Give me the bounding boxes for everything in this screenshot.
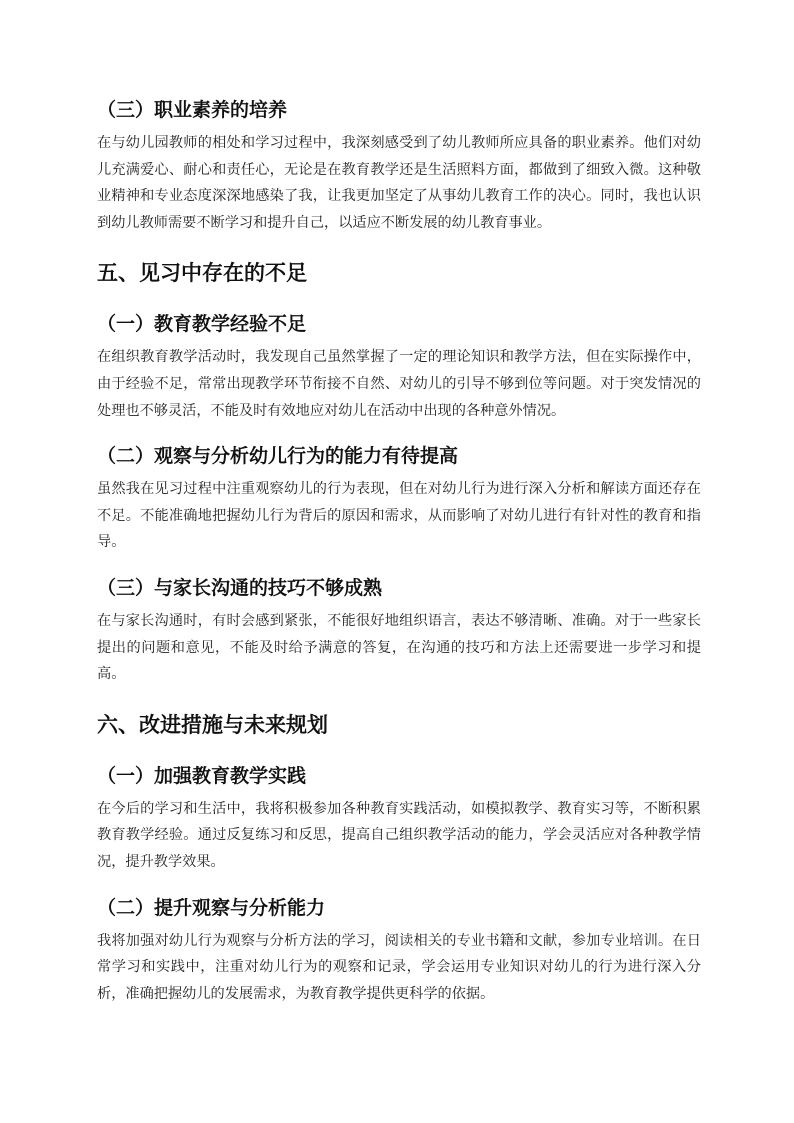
section-heading-teaching-experience: （一）教育教学经验不足 xyxy=(97,313,307,336)
chapter-heading-shortcomings: 五、见习中存在的不足 xyxy=(97,261,307,286)
section-heading-professional-quality: （三）职业素养的培养 xyxy=(97,99,288,121)
paragraph-teaching-experience: 在组织教育教学活动时，我发现自己虽然掌握了一定的理论知识和教学方法，但在实际操作中，由于经验不足，常常出现教学环节衔接不自然、对幼儿的引导不够到位等问题。对于突发情况的处理也不够灵活，不能及时有效地应对幼儿在活动中出现的各种意外情况。 xyxy=(97,349,701,419)
paragraph-strengthen-practice: 在今后的学习和生活中，我将积极参加各种教育实践活动，如模拟教学、教育实习等，不断积累教育教学经验。通过反复练习和反思，提高自己组织教学活动的能力，学会灵活应对各种教学情况，提升教学效果。 xyxy=(97,800,701,870)
section-heading-observation-ability: （二）观察与分析幼儿行为的能力有待提高 xyxy=(97,445,459,468)
paragraph-parent-communication: 在与家长沟通时，有时会感到紧张，不能很好地组织语言，表达不够清晰、准确。对于一些家长提出的问题和意见，不能及时给予满意的答复，在沟通的技巧和方法上还需要进一步学习和提高。 xyxy=(97,612,701,683)
section-heading-strengthen-practice: （一）加强教育教学实践 xyxy=(97,764,307,787)
section-heading-improve-observation: （二）提升观察与分析能力 xyxy=(97,896,326,919)
paragraph-observation-ability: 虽然我在见习过程中注重观察幼儿的行为表现，但在对幼儿行为进行深入分析和解读方面还存在不足。不能准确地把握幼儿行为背后的原因和需求，从而影响了对幼儿进行有针对性的教育和指导。 xyxy=(97,481,701,551)
paragraph-improve-observation: 我将加强对幼儿行为观察与分析方法的学习，阅读相关的专业书籍和文献，参加专业培训。在日常学习和实践中，注重对幼儿行为的观察和记录，学会运用专业知识对幼儿的行为进行深入分析，准确把握幼儿的发展需求，为教育教学提供更科学的依据。 xyxy=(97,932,701,1002)
paragraph-professional-quality: 在与幼儿园教师的相处和学习过程中，我深刻感受到了幼儿教师所应具备的职业素养。他们对幼儿充满爱心、耐心和责任心，无论是在教育教学还是生活照料方面，都做到了细致入微。这种敬业精神和专业态度深深地感染了我，让我更加坚定了从事幼儿教育工作的决心。同时，我也认识到幼儿教师需要不断学习和提升自己，以适应不断发展的幼儿教育事业。 xyxy=(97,135,701,231)
section-heading-parent-communication: （三）与家长沟通的技巧不够成熟 xyxy=(97,576,383,599)
chapter-heading-improvement-plan: 六、改进措施与未来规划 xyxy=(97,712,328,737)
document-body xyxy=(97,96,701,1007)
